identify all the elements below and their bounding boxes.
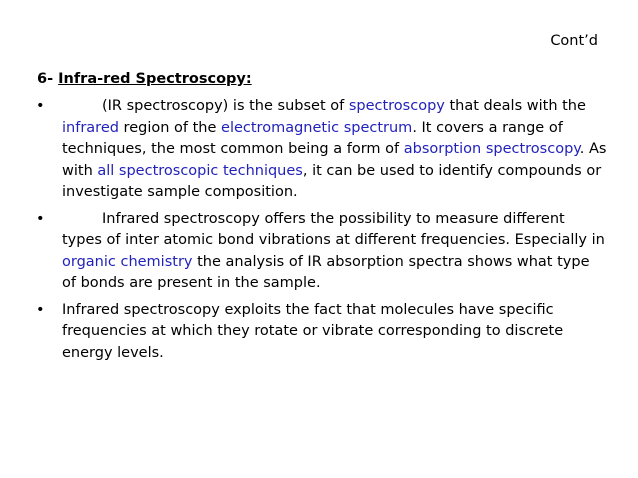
bullet-item-3 <box>0 300 638 365</box>
infrared-link[interactable]: infrared <box>62 119 119 136</box>
bullet-text: . It covers a range of techniques, the most common being a form of <box>62 119 563 157</box>
absorption-spectroscopy-link[interactable]: absorption spectroscopy <box>403 141 580 157</box>
bullet-dot: • <box>36 98 45 114</box>
bullet-text: the analysis of IR absorption spectra shows what type of bonds are present in the sample. <box>62 253 590 291</box>
electromagnetic-spectrum-link[interactable]: electromagnetic spectrum <box>221 119 413 136</box>
organic-chemistry-link[interactable]: organic chemistry <box>62 253 193 270</box>
bullet-item-1 <box>0 96 638 204</box>
bullet-text: that deals with the <box>444 98 586 114</box>
bullet-list <box>0 96 638 364</box>
bullet-text: Infrared spectroscopy exploits the fact that molecules have specific frequencies at which they rotate or vibrate corresponding to discrete energy levels. <box>62 301 564 361</box>
bullet-text: (IR spectroscopy) is the subset of <box>102 98 349 114</box>
bullet-dot: • <box>36 301 45 318</box>
spectroscopy-link[interactable]: spectroscopy <box>348 98 445 114</box>
bullet-text: region of the <box>118 119 222 136</box>
continued-label: Cont’d <box>550 33 598 49</box>
section-title: Infra-red Spectroscopy: <box>58 71 252 87</box>
section-heading <box>37 70 252 88</box>
all-spectroscopic-techniques-link[interactable]: all spectroscopic techniques <box>97 162 303 179</box>
bullet-dot: • <box>36 210 45 227</box>
section-number: 6- <box>37 71 59 87</box>
bullet-text: , it can be used to identify compounds or investigate sample composition. <box>62 162 602 200</box>
bullet-text: . As with <box>62 141 607 179</box>
bullet-item-2 <box>0 209 638 295</box>
bullet-text: Infrared spectroscopy offers the possibility to measure different types of inter atomic bond vibrations at different frequencies. Especially in <box>62 210 605 248</box>
